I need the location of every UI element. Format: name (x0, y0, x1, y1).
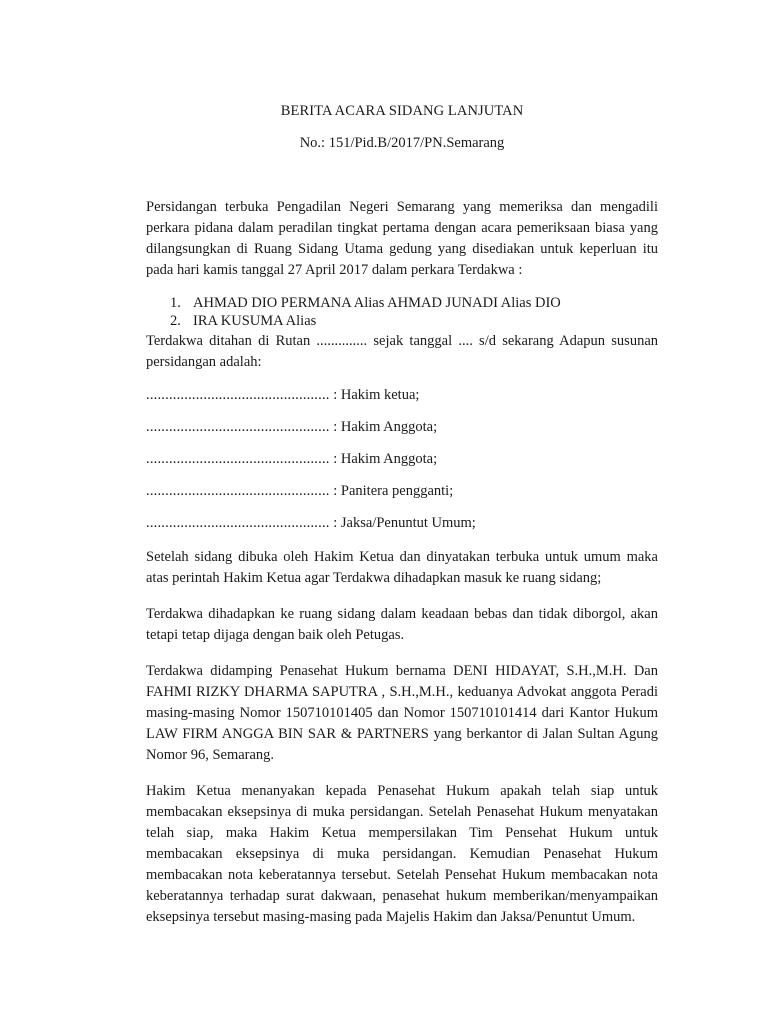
defendant-brought-paragraph: Terdakwa dihadapkan ke ruang sidang dalam keadaan bebas dan tidak diborgol, akan tetapi tetap dijaga dengan baik oleh Petugas. (146, 606, 658, 643)
role-line (146, 449, 658, 470)
role-line (146, 513, 658, 534)
blank-dots: ................................................ (146, 419, 330, 435)
role-label: : Hakim ketua; (333, 387, 420, 403)
blank-dots: ................................................ (146, 483, 330, 499)
defendant-item (146, 294, 658, 312)
role-label: : Panitera pengganti; (333, 483, 454, 499)
document-body (146, 197, 658, 943)
detention-paragraph: Terdakwa ditahan di Rutan .............. sejak tanggal .... s/d sekarang Adapun susunan persidangan adalah: (146, 333, 658, 370)
blank-dots: ................................................ (146, 515, 330, 531)
defendant-name: AHMAD DIO PERMANA Alias AHMAD JUNADI Alias DIO (193, 295, 561, 311)
role-label: : Hakim Anggota; (333, 451, 438, 467)
legal-counsel-paragraph: Terdakwa didamping Penasehat Hukum bernama DENI HIDAYAT, S.H.,M.H. Dan FAHMI RIZKY DHARMA SAPUTRA , S.H.,M.H., keduanya Advokat anggota Peradi masing-masing Nomor 150710101405 dan Nomor 150710101414 dari Kantor Hukum LAW FIRM ANGGA BIN SAR & PARTNERS yang berkantor di Jalan Sultan Agung Nomor 96, Semarang. (146, 663, 658, 763)
role-label: : Jaksa/Penuntut Umum; (333, 515, 476, 531)
role-line (146, 417, 658, 438)
document-title: BERITA ACARA SIDANG LANJUTAN (280, 103, 524, 119)
defendant-name: IRA KUSUMA Alias (193, 313, 317, 329)
defendant-list (146, 294, 658, 330)
objection-paragraph: Hakim Ketua menanyakan kepada Penasehat Hukum apakah telah siap untuk membacakan eksepsinya di muka persidangan. Setelah Penasehat Hukum menyatakan telah siap, maka Hakim Ketua mempersilakan Tim Pensehat Hukum untuk membacakan eksepsinya di muka persidangan. Kemudian Penasehat Hukum membacakan nota keberatannya tersebut. Setelah Pensehat Hukum membacakan nota keberatannya terhadap surat dakwaan, penasehat hukum memberikan/menyampaikan eksepsinya tersebut masing-masing pada Majelis Hakim dan Jaksa/Penuntut Umum. (146, 783, 658, 925)
blank-dots: ................................................ (146, 387, 330, 403)
list-number: 2. (170, 313, 181, 329)
role-line (146, 385, 658, 406)
case-number: No.: 151/Pid.B/2017/PN.Semarang (299, 135, 505, 151)
role-label: : Hakim Anggota; (333, 419, 438, 435)
defendant-item (146, 312, 658, 330)
list-number: 1. (170, 295, 181, 311)
blank-dots: ................................................ (146, 451, 330, 467)
session-opened-paragraph: Setelah sidang dibuka oleh Hakim Ketua dan dinyatakan terbuka untuk umum maka atas perintah Hakim Ketua agar Terdakwa dihadapkan masuk ke ruang sidang; (146, 549, 658, 586)
role-line (146, 481, 658, 502)
intro-paragraph: Persidangan terbuka Pengadilan Negeri Semarang yang memeriksa dan mengadili perkara pidana dalam peradilan tingkat pertama dengan acara pemeriksaan biasa yang dilangsungkan di Ruang Sidang Utama gedung yang disediakan untuk keperluan itu pada hari kamis tanggal 27 April 2017 dalam perkara Terdakwa : (146, 199, 658, 278)
